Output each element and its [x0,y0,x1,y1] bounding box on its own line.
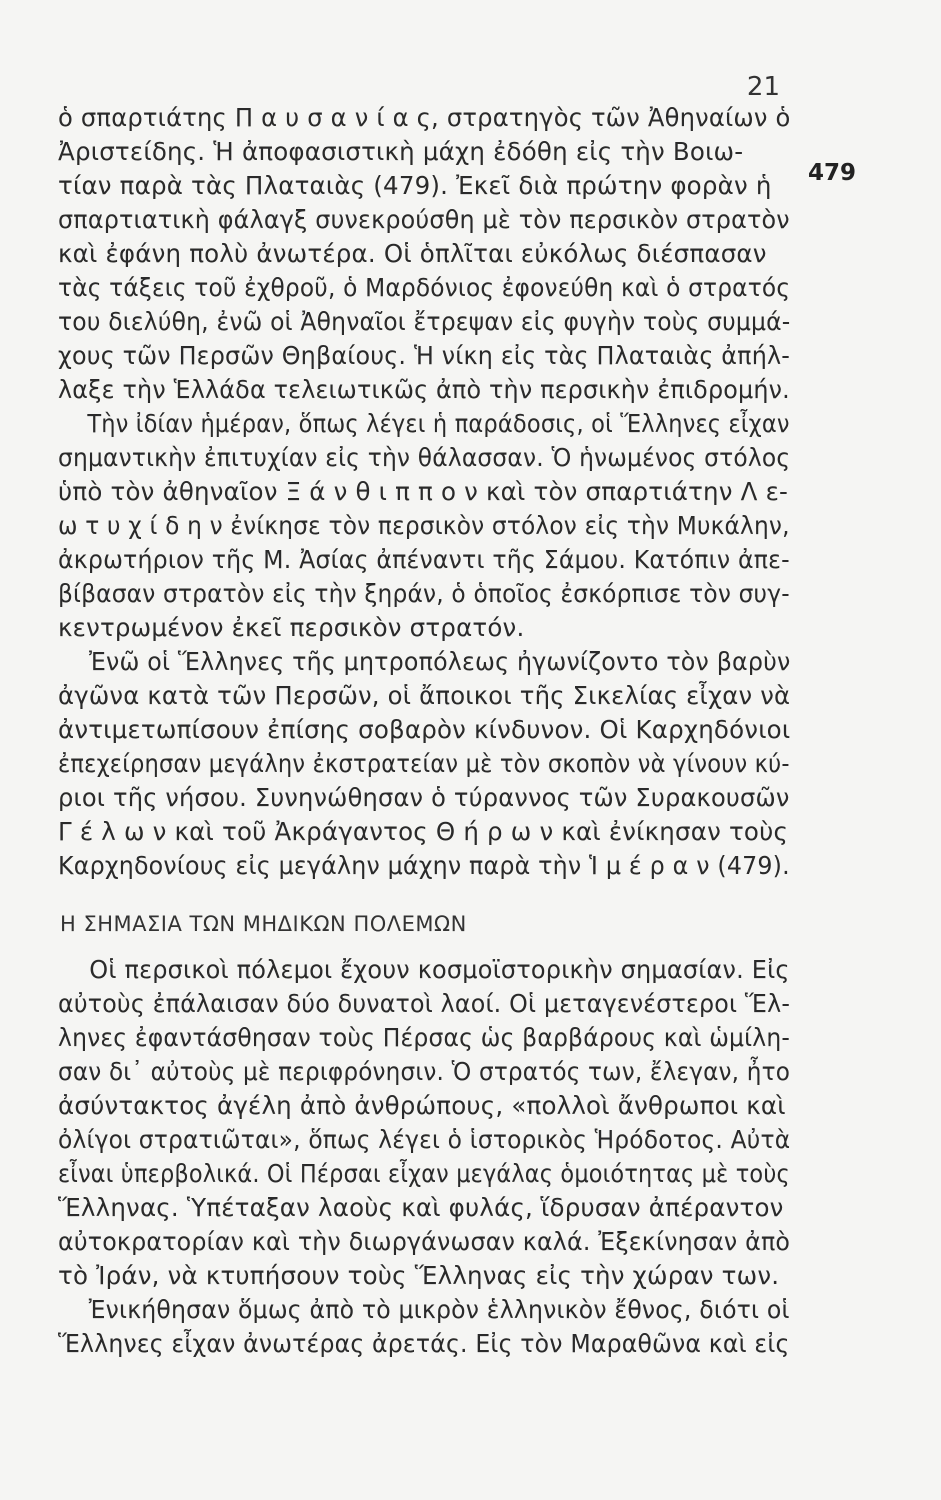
text-line: βίβασαν στρατὸν εἰς τὴν ξηράν, ὁ ὁποῖος ἐσκόρπισε τὸν συγ- [58,579,790,608]
text-line: χους τῶν Περσῶν Θηβαίους. Ἡ νίκη εἰς τὰς Πλαταιὰς ἀπήλ- [58,341,791,370]
text-line: ὁ σπαρτιάτης Π α υ σ α ν ί α ς, στρατηγὸς τῶν Ἀθηναίων ὁ [58,103,791,132]
text-line: ληνες ἐφαντάσθησαν τοὺς Πέρσας ὡς βαρβάρους καὶ ὡμίλη- [58,1023,791,1052]
text-line: Ἕλληνας. Ὑπέταξαν λαοὺς καὶ φυλάς, ἵδρυσαν ἀπέραντον [58,1193,784,1222]
text-line: σημαντικὴν ἐπιτυχίαν εἰς τὴν θάλασσαν. Ὁ ἡνωμένος στόλος [58,443,791,472]
text-line: Ἀριστείδης. Ἡ ἀποφασιστικὴ μάχη ἐδόθη εἰς τὴν Βοιω- [58,137,744,166]
text-line: ω τ υ χ ί δ η ν ἐνίκησε τὸν περσικὸν στόλον εἰς τὴν Μυκάλην, [58,511,790,540]
text-line: Καρχηδονίους εἰς μεγάλην μάχην παρὰ τὴν Ἱ μ έ ρ α ν (479). [58,851,790,880]
text-line: τὸ Ἰράν, νὰ κτυπήσουν τοὺς Ἕλληνας εἰς τὴν χώραν των. [58,1261,780,1290]
text-line: Οἱ περσικοὶ πόλεμοι ἔχουν κοσμοϊστορικὴν σημασίαν. Εἰς [58,955,790,984]
text-line: Γ έ λ ω ν καὶ τοῦ Ἀκράγαντος Θ ή ρ ω ν καὶ ἐνίκησαν τοὺς [58,817,789,846]
section-heading: Η ΣΗΜΑΣΙΑ ΤΩΝ ΜΗΔΙΚΩΝ ΠΟΛΕΜΩΝ [60,912,467,936]
text-line: τὰς τάξεις τοῦ ἐχθροῦ, ὁ Μαρδόνιος ἐφονεύθη καὶ ὁ στρατός [58,273,791,302]
text-line: σπαρτιατικὴ φάλαγξ συνεκρούσθη μὲ τὸν περσικὸν στρατὸν [58,205,790,234]
text-line: ἀσύντακτος ἀγέλη ἀπὸ ἀνθρώπους, «πολλοὶ ἄνθρωποι καὶ [58,1091,786,1120]
text-line: αὐτοὺς ἐπάλαισαν δύο δυνατοὶ λαοί. Οἱ μεταγενέστεροι Ἕλ- [58,989,791,1018]
page-number: 21 [746,72,780,102]
text-line: καὶ ἐφάνη πολὺ ἀνωτέρα. Οἱ ὁπλῖται εὐκόλως διέσπασαν [58,239,767,268]
text-line: ἀκρωτήριον τῆς Μ. Ἀσίας ἀπέναντι τῆς Σάμου. Κατόπιν ἀπε- [58,545,790,574]
text-line: Ἐνῶ οἱ Ἕλληνες τῆς μητροπόλεως ἠγωνίζοντο τὸν βαρὺν [58,647,791,676]
text-line: του διελύθη, ἐνῶ οἱ Ἀθηναῖοι ἔτρεψαν εἰς φυγὴν τοὺς συμμά- [58,307,791,336]
text-line: ὀλίγοι στρατιῶται», ὅπως λέγει ὁ ἱστορικὸς Ἡρόδοτος. Αὐτὰ [58,1125,791,1154]
text-line: ὑπὸ τὸν ἀθηναῖον Ξ ά ν θ ι π π ο ν καὶ τὸν σπαρτιάτην Λ ε- [58,477,789,506]
text-line: ἀγῶνα κατὰ τῶν Περσῶν, οἱ ἄποικοι τῆς Σικελίας εἶχαν νὰ [58,681,791,710]
text-line: εἶναι ὑπερβολικά. Οἱ Πέρσαι εἶχαν μεγάλας ὁμοιότητας μὲ τοὺς [58,1159,790,1188]
text-line: λαξε τὴν Ἑλλάδα τελειωτικῶς ἀπὸ τὴν περσικὴν ἐπιδρομήν. [58,375,790,404]
text-line: Ἐνικήθησαν ὅμως ἀπὸ τὸ μικρὸν ἑλληνικὸν ἔθνος, διότι οἱ [58,1295,790,1324]
text-line: ἐπεχείρησαν μεγάλην ἐκστρατείαν μὲ τὸν σκοπὸν νὰ γίνουν κύ- [58,749,790,778]
text-line: αὐτοκρατορίαν καὶ τὴν διωργάνωσαν καλά. Ἐξεκίνησαν ἀπὸ [58,1227,791,1256]
text-line: τίαν παρὰ τὰς Πλαταιὰς (479). Ἐκεῖ διὰ πρώτην φορὰν ἡ [58,171,772,200]
text-line: Ἕλληνες εἶχαν ἀνωτέρας ἀρετάς. Εἰς τὸν Μαραθῶνα καὶ εἰς [58,1329,790,1358]
text-line: κεντρωμένον ἐκεῖ περσικὸν στρατόν. [58,613,525,642]
text-line: σαν δι᾽ αὐτοὺς μὲ περιφρόνησιν. Ὁ στρατός των, ἔλεγαν, ἦτο [58,1057,791,1086]
text-line: ἀντιμετωπίσουν ἐπίσης σοβαρὸν κίνδυνον. Οἱ Καρχηδόνιοι [58,715,791,744]
margin-year-note: 479 [808,160,857,186]
text-line: Τὴν ἰδίαν ἡμέραν, ὅπως λέγει ἡ παράδοσις, οἱ Ἕλληνες εἶχαν [58,409,790,438]
text-line: ριοι τῆς νήσου. Συνηνώθησαν ὁ τύραννος τῶν Συρακουσῶν [58,783,790,812]
